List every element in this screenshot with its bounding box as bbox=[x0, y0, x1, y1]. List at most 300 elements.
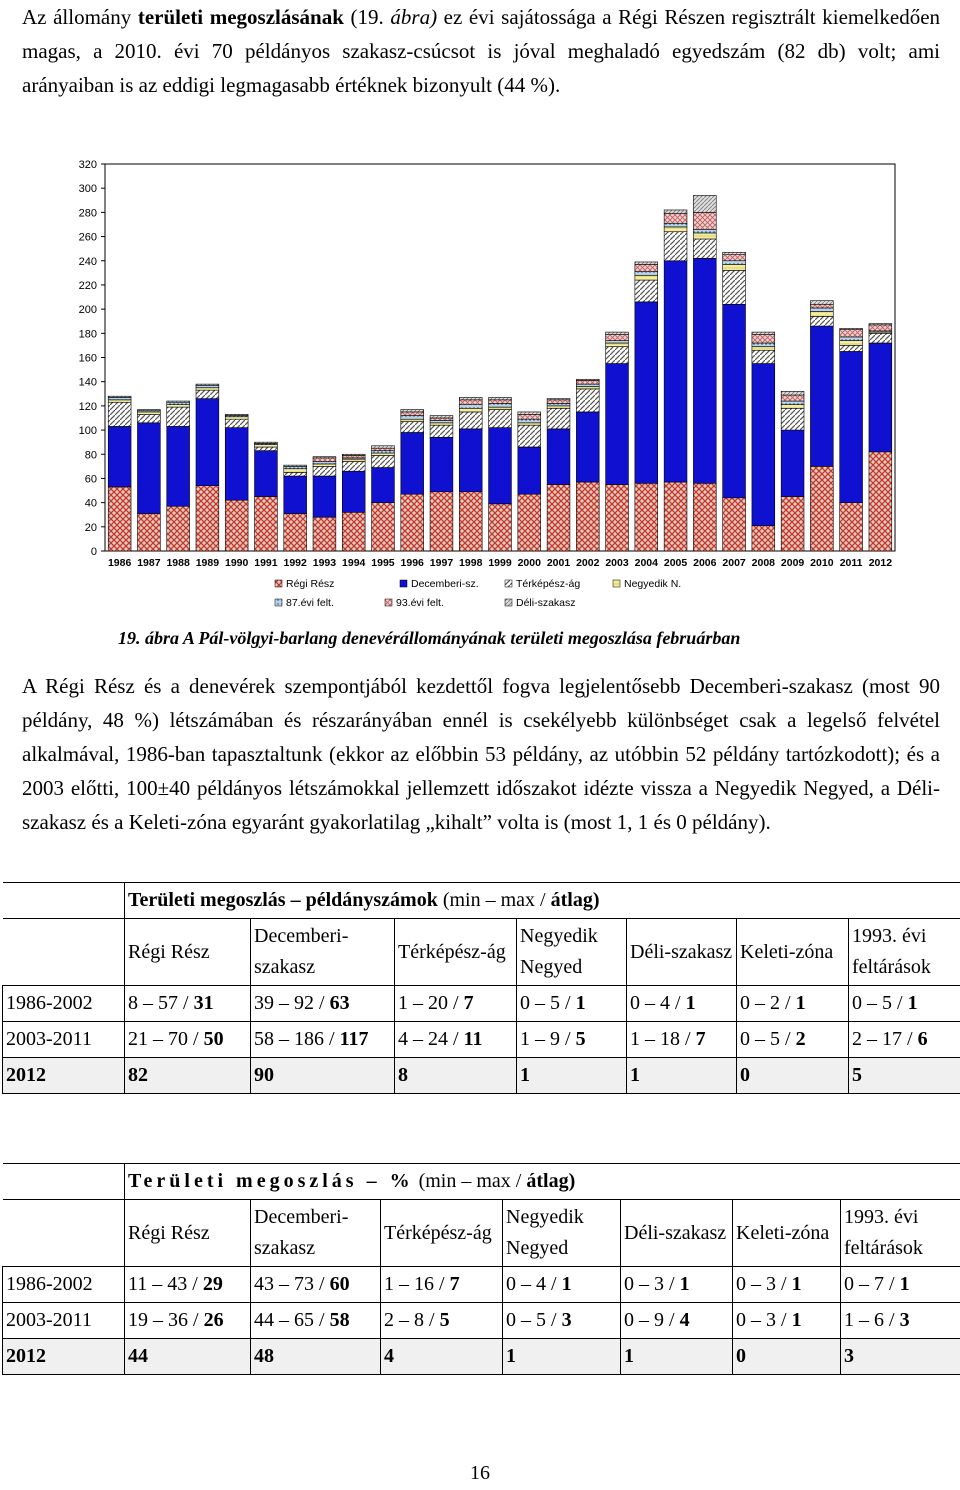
table2-cell-range: 0 – 3 / bbox=[736, 1273, 792, 1295]
chart-svg bbox=[60, 150, 910, 620]
x-tick-label: 1987 bbox=[137, 557, 161, 569]
bar-segment bbox=[810, 304, 833, 308]
table1-cell-mean: 7 bbox=[695, 1028, 706, 1050]
bar-segment bbox=[430, 492, 453, 551]
table1-cell-range: 0 – 5 / bbox=[520, 992, 576, 1014]
table2-header-cell: Negyedik Negyed bbox=[503, 1200, 621, 1267]
table2-cell: 44 bbox=[125, 1339, 251, 1375]
table2-cell-mean: 1 bbox=[791, 1273, 802, 1295]
x-tick-label: 2010 bbox=[810, 557, 834, 569]
table2-title-bold: Területi megoszlás – % bbox=[128, 1170, 414, 1192]
bar-segment bbox=[401, 416, 424, 420]
bar-segment bbox=[547, 403, 570, 405]
bar-segment bbox=[752, 350, 775, 363]
table2-cell-range: 19 – 36 / bbox=[128, 1309, 204, 1331]
bar-segment bbox=[430, 420, 453, 422]
x-tick-label: 1989 bbox=[195, 557, 220, 569]
body-paragraph: A Régi Rész és a denevérek szempontjából kezdettől fogva legjelentősebb Decemberi-szakasz (most 90 példány, 48 %) létszámában és részarányában ennél is csekélyebb különbséget csak a legelső felvétel alkalmával, 1986-ban tapasztaltunk (ekkor az előbbin 53 példány, az utóbbin 52 példány tartózkodott); és a 2003 előtti, 100±40 példányos létszámokkal jellemzett időszakot idézte vissza a Negyedik Negyed, a Déli-szakasz és a Keleti-zóna egyaránt gyakorlatilag „kihalt” volta is (most 1, 1 és 0 példány). bbox=[22, 674, 940, 834]
bar-segment bbox=[606, 335, 629, 341]
table2-header-cell: Decemberi-szakasz bbox=[251, 1200, 381, 1267]
table2-cell bbox=[503, 1303, 621, 1339]
bar-segment bbox=[869, 343, 892, 452]
table2-cell-range: 1 – 6 / bbox=[844, 1309, 900, 1331]
x-tick-label: 2009 bbox=[780, 557, 805, 569]
bar-segment bbox=[547, 408, 570, 429]
bar-segment bbox=[576, 379, 599, 380]
x-tick-label: 2001 bbox=[546, 557, 571, 569]
table1-title bbox=[125, 883, 960, 919]
bar-segment bbox=[576, 412, 599, 482]
table1-cell: 1 bbox=[627, 1058, 737, 1094]
bar-segment bbox=[342, 459, 365, 461]
bar-segment bbox=[401, 432, 424, 494]
table1-cell: 82 bbox=[125, 1058, 251, 1094]
y-tick-label: 280 bbox=[78, 207, 97, 220]
y-tick-label: 220 bbox=[78, 279, 97, 292]
bar-segment bbox=[430, 423, 453, 425]
table2-cell-range: 43 – 73 / bbox=[254, 1273, 330, 1295]
bar-segment bbox=[606, 364, 629, 485]
bar-segment bbox=[664, 261, 687, 482]
y-tick-label: 40 bbox=[84, 497, 97, 510]
table2-cell-range: 44 – 65 / bbox=[254, 1309, 330, 1331]
table1-header-cell: Decemberi-szakasz bbox=[251, 919, 395, 986]
x-tick-label: 1998 bbox=[459, 557, 483, 569]
chart-legend-group bbox=[275, 578, 681, 609]
table2-cell bbox=[841, 1303, 960, 1339]
x-tick-label: 2006 bbox=[693, 557, 717, 569]
table1-cell-mean: 5 bbox=[575, 1028, 586, 1050]
table1-cell: 0 bbox=[737, 1058, 849, 1094]
table1-cell-mean: 1 bbox=[685, 992, 696, 1014]
table2-cell bbox=[733, 1303, 841, 1339]
table1-title-minmax: min – max / bbox=[449, 889, 546, 911]
table1-row-label: 1986-2002 bbox=[3, 986, 125, 1022]
table2-cell-range: 11 – 43 / bbox=[128, 1273, 203, 1295]
bar-segment bbox=[459, 397, 482, 399]
table2-header-cell: Régi Rész bbox=[125, 1200, 251, 1267]
bar-segment bbox=[606, 484, 629, 551]
bar-segment bbox=[752, 364, 775, 526]
bar-segment bbox=[225, 419, 248, 427]
table2-cell-range: 0 – 3 / bbox=[624, 1273, 680, 1295]
bar-segment bbox=[108, 396, 131, 397]
bar-segment bbox=[723, 498, 746, 551]
table1-cell bbox=[395, 986, 517, 1022]
table1-cell-mean: 1 bbox=[907, 992, 918, 1014]
table2-cell-mean: 26 bbox=[203, 1309, 224, 1331]
table2-cell bbox=[381, 1303, 503, 1339]
bar-segment bbox=[723, 304, 746, 498]
bar-segment bbox=[693, 229, 716, 233]
bar-segment bbox=[137, 514, 160, 551]
bar-segment bbox=[401, 494, 424, 551]
bar-segment bbox=[430, 418, 453, 420]
bar-segment bbox=[196, 399, 219, 486]
bar-segment bbox=[869, 333, 892, 343]
y-tick-label: 260 bbox=[78, 231, 97, 244]
bar-segment bbox=[137, 412, 160, 414]
table1-title-open: ( bbox=[442, 889, 450, 911]
table2-title bbox=[125, 1164, 960, 1200]
bar-segment bbox=[810, 316, 833, 326]
table2-cell: 4 bbox=[381, 1339, 503, 1375]
table2-cell-range: 0 – 9 / bbox=[624, 1309, 680, 1331]
table2-row bbox=[3, 1303, 960, 1339]
bar-segment bbox=[723, 255, 746, 261]
bar-segment bbox=[342, 462, 365, 472]
table1-title-bold2: átlag) bbox=[550, 889, 600, 911]
bar-segment bbox=[781, 430, 804, 497]
table2-cell bbox=[251, 1267, 381, 1303]
bar-segment bbox=[430, 416, 453, 418]
legend-label: Decemberi-sz. bbox=[411, 578, 479, 590]
bar-segment bbox=[372, 448, 395, 450]
bar-segment bbox=[489, 407, 512, 409]
table2-header-cell: 1993. évi feltárások bbox=[841, 1200, 960, 1267]
table1-cell-range: 0 – 5 / bbox=[852, 992, 908, 1014]
bar-segment bbox=[635, 483, 658, 551]
bar-segment bbox=[372, 455, 395, 467]
legend-swatch bbox=[400, 580, 407, 587]
y-tick-label: 160 bbox=[78, 352, 97, 365]
bar-segment bbox=[723, 252, 746, 254]
page-number: 16 bbox=[470, 1462, 490, 1484]
table1-cell-mean: 1 bbox=[575, 992, 586, 1014]
x-tick-label: 1991 bbox=[254, 557, 278, 569]
bar-segment bbox=[693, 258, 716, 483]
table1-cell bbox=[849, 1022, 960, 1058]
table-counts bbox=[2, 882, 960, 1094]
y-tick-label: 100 bbox=[78, 425, 97, 438]
table1-row-label: 2003-2011 bbox=[3, 1022, 125, 1058]
table2-cell: 3 bbox=[841, 1339, 960, 1375]
table1-cell-mean: 6 bbox=[917, 1028, 928, 1050]
table2-cell-mean: 4 bbox=[679, 1309, 690, 1331]
bar-segment bbox=[693, 195, 716, 212]
bar-segment bbox=[196, 388, 219, 390]
bar-segment bbox=[810, 308, 833, 312]
bar-segment bbox=[693, 233, 716, 239]
table1-cell-range: 1 – 20 / bbox=[398, 992, 464, 1014]
table1-cell: 8 bbox=[395, 1058, 517, 1094]
bar-segment bbox=[752, 332, 775, 334]
bar-segment bbox=[810, 326, 833, 466]
bar-segment bbox=[342, 455, 365, 457]
x-tick-label: 1988 bbox=[166, 557, 190, 569]
bar-segment bbox=[781, 408, 804, 430]
table1-cell-mean: 7 bbox=[463, 992, 474, 1014]
x-tick-label: 2000 bbox=[517, 557, 541, 569]
table2-row-label: 2003-2011 bbox=[3, 1303, 125, 1339]
bar-segment bbox=[255, 447, 278, 451]
bar-segment bbox=[196, 390, 219, 398]
table2-cell-mean: 1 bbox=[561, 1273, 572, 1295]
bar-segment bbox=[723, 264, 746, 270]
bar-segment bbox=[810, 466, 833, 551]
bar-segment bbox=[752, 347, 775, 351]
table1-row bbox=[3, 986, 960, 1022]
bar-segment bbox=[430, 425, 453, 437]
table1-header-cell: Déli-szakasz bbox=[627, 919, 737, 986]
table1-cell-range: 4 – 24 / bbox=[398, 1028, 464, 1050]
table2-title-minmax: min – max / bbox=[425, 1170, 522, 1192]
table1-cell bbox=[125, 986, 251, 1022]
bar-segment bbox=[313, 476, 336, 517]
bar-segment bbox=[635, 264, 658, 271]
x-tick-label: 1996 bbox=[400, 557, 424, 569]
intro-paragraph bbox=[22, 0, 940, 102]
intro-bold: területi megoszlásának bbox=[137, 5, 344, 29]
table1-cell-range: 1 – 18 / bbox=[630, 1028, 696, 1050]
bar-segment bbox=[108, 426, 131, 486]
legend-label: Negyedik N. bbox=[624, 578, 682, 590]
bar-segment bbox=[255, 445, 278, 447]
bar-segment bbox=[723, 261, 746, 265]
bar-segment bbox=[284, 465, 307, 466]
x-tick-label: 1999 bbox=[488, 557, 512, 569]
x-tick-label: 2011 bbox=[839, 557, 863, 569]
table1-cell-mean: 11 bbox=[463, 1028, 483, 1050]
bar-segment bbox=[225, 428, 248, 501]
table1-cell bbox=[517, 1022, 627, 1058]
bar-segment bbox=[547, 406, 570, 408]
bar-segment bbox=[518, 494, 541, 551]
table2-cell-mean: 3 bbox=[561, 1309, 572, 1331]
table1-header-cell: Térképész-ág bbox=[395, 919, 517, 986]
bar-segment bbox=[840, 330, 863, 337]
bar-segment bbox=[635, 272, 658, 276]
bar-segment bbox=[401, 422, 424, 433]
bar-segment bbox=[313, 462, 336, 464]
intro-italic: ábra) bbox=[390, 5, 438, 29]
bar-segment bbox=[576, 482, 599, 551]
bar-segment bbox=[489, 400, 512, 404]
table2-cell-range: 0 – 3 / bbox=[736, 1309, 792, 1331]
x-tick-label: 1986 bbox=[107, 557, 132, 569]
y-tick-label: 140 bbox=[78, 376, 97, 389]
table1-corner bbox=[3, 919, 125, 986]
table2-cell bbox=[621, 1303, 733, 1339]
bar-segment bbox=[459, 405, 482, 409]
bar-segment bbox=[518, 423, 541, 425]
table2-header-cell: Déli-szakasz bbox=[621, 1200, 733, 1267]
legend-swatch bbox=[613, 580, 620, 587]
y-tick-label: 300 bbox=[78, 183, 97, 196]
table2-header-cell: Térképész-ág bbox=[381, 1200, 503, 1267]
bar-segment bbox=[489, 403, 512, 407]
x-tick-label: 1990 bbox=[224, 557, 249, 569]
table1-cell-range: 0 – 2 / bbox=[740, 992, 796, 1014]
bar-segment bbox=[372, 451, 395, 453]
bar-segment bbox=[840, 328, 863, 329]
table1-row bbox=[3, 1022, 960, 1058]
legend-swatch bbox=[275, 599, 282, 606]
bar-segment bbox=[459, 408, 482, 412]
bar-segment bbox=[752, 526, 775, 551]
bar-segment bbox=[196, 384, 219, 385]
table2-cell-mean: 1 bbox=[791, 1309, 802, 1331]
x-tick-label: 2002 bbox=[576, 557, 600, 569]
table2-cell: 48 bbox=[251, 1339, 381, 1375]
bar-segment bbox=[459, 400, 482, 405]
bar-segment bbox=[313, 458, 336, 462]
legend-label: 93.évi felt. bbox=[396, 597, 444, 609]
table2-cell-range: 1 – 16 / bbox=[384, 1273, 450, 1295]
table2-cell: 1 bbox=[503, 1339, 621, 1375]
intro-pre: Az állomány bbox=[22, 5, 132, 29]
bar-segment bbox=[137, 414, 160, 422]
table1-cell-mean: 117 bbox=[339, 1028, 369, 1050]
bar-segment bbox=[518, 419, 541, 423]
table2-cell: 1 bbox=[621, 1339, 733, 1375]
bar-segment bbox=[693, 239, 716, 258]
legend-swatch bbox=[275, 580, 282, 587]
table1-cell-range: 21 – 70 / bbox=[128, 1028, 204, 1050]
x-tick-label: 2007 bbox=[722, 557, 746, 569]
bar-segment bbox=[664, 232, 687, 261]
legend-swatch bbox=[385, 599, 392, 606]
intro-rest: ez évi sajátossága a Régi Részen regisztrált kiemelkedően magas, a 2010. évi 70 példányos szakasz-csúcsot is jóval meghaladó egyedszám (82 db) volt; ami arányaiban is az eddigi legmagasabb értéknek bizonyult (44 %). bbox=[22, 5, 941, 97]
table1-cell bbox=[849, 986, 960, 1022]
y-tick-label: 320 bbox=[78, 159, 97, 171]
bar-segment bbox=[664, 210, 687, 214]
bar-segment bbox=[459, 492, 482, 551]
bar-segment bbox=[576, 387, 599, 389]
bar-segment bbox=[635, 262, 658, 264]
table2-cell bbox=[251, 1303, 381, 1339]
bar-segment bbox=[459, 412, 482, 429]
bar-segment bbox=[752, 343, 775, 347]
bar-segment bbox=[518, 447, 541, 494]
bar-segment bbox=[752, 335, 775, 343]
bar-segment bbox=[489, 410, 512, 428]
table1-cell bbox=[251, 986, 395, 1022]
bar-segment bbox=[108, 397, 131, 399]
bar-segment bbox=[372, 468, 395, 503]
table2-cell-mean: 1 bbox=[899, 1273, 910, 1295]
table1-header-cell: Régi Rész bbox=[125, 919, 251, 986]
chart-xlabels-group bbox=[108, 557, 892, 569]
bar-segment bbox=[576, 380, 599, 384]
table1-cell-range: 8 – 57 / bbox=[128, 992, 194, 1014]
x-tick-label: 1992 bbox=[283, 557, 307, 569]
table2-row bbox=[3, 1267, 960, 1303]
x-tick-label: 1994 bbox=[342, 557, 366, 569]
bar-segment bbox=[401, 412, 424, 416]
bar-segment bbox=[664, 223, 687, 227]
table2-title-bold2: átlag) bbox=[526, 1170, 576, 1192]
intro-mid: (19. bbox=[350, 5, 384, 29]
bar-segment bbox=[284, 514, 307, 551]
table1-cell-mean: 50 bbox=[203, 1028, 224, 1050]
table1-header-row bbox=[3, 919, 960, 986]
table1-cell: 1 bbox=[517, 1058, 627, 1094]
table2-cell-range: 0 – 4 / bbox=[506, 1273, 562, 1295]
table1-cell bbox=[125, 1022, 251, 1058]
bar-segment bbox=[869, 324, 892, 325]
table2-cell bbox=[841, 1267, 960, 1303]
bar-segment bbox=[313, 466, 336, 476]
x-tick-label: 1995 bbox=[371, 557, 395, 569]
x-tick-label: 2012 bbox=[868, 557, 893, 569]
bar-segment bbox=[372, 446, 395, 448]
bar-segment bbox=[284, 476, 307, 513]
table2-cell bbox=[733, 1267, 841, 1303]
bar-segment bbox=[401, 419, 424, 421]
bar-segment bbox=[840, 351, 863, 502]
table2-cell-range: 0 – 5 / bbox=[506, 1309, 562, 1331]
bar-segment bbox=[840, 341, 863, 346]
bar-segment bbox=[781, 391, 804, 395]
bar-segment bbox=[869, 452, 892, 551]
bar-segment bbox=[342, 471, 365, 512]
bar-segment bbox=[576, 384, 599, 386]
bar-segment bbox=[693, 212, 716, 229]
bar-segment bbox=[781, 395, 804, 401]
bar-segment bbox=[606, 343, 629, 347]
bar-segment bbox=[840, 345, 863, 351]
bar-segment bbox=[342, 512, 365, 551]
bar-segment bbox=[167, 426, 190, 506]
bar-segment bbox=[313, 517, 336, 551]
table2-cell-mean: 1 bbox=[679, 1273, 690, 1295]
bar-segment bbox=[518, 412, 541, 414]
table2-row-label: 1986-2002 bbox=[3, 1267, 125, 1303]
bar-segment bbox=[108, 400, 131, 402]
bar-segment bbox=[547, 429, 570, 485]
table1-cell-mean: 1 bbox=[795, 992, 806, 1014]
y-tick-label: 180 bbox=[78, 328, 97, 341]
table1-cell bbox=[737, 986, 849, 1022]
table2-corner bbox=[3, 1200, 125, 1267]
bar-segment bbox=[255, 497, 278, 551]
bar-segment bbox=[635, 302, 658, 483]
bar-segment bbox=[284, 472, 307, 476]
bar-segment bbox=[372, 453, 395, 455]
table2-cell bbox=[125, 1267, 251, 1303]
table1-cell bbox=[737, 1022, 849, 1058]
table2-cell-range: 0 – 7 / bbox=[844, 1273, 900, 1295]
bar-segment bbox=[840, 503, 863, 551]
table1-cell-mean: 63 bbox=[329, 992, 350, 1014]
bar-segment bbox=[664, 214, 687, 224]
table1-row-label: 2012 bbox=[3, 1058, 125, 1094]
bar-segment bbox=[313, 457, 336, 458]
table2-title-open: ( bbox=[418, 1170, 426, 1192]
table1-cell-mean: 31 bbox=[193, 992, 214, 1014]
bar-segment bbox=[372, 503, 395, 551]
bar-segment bbox=[781, 497, 804, 551]
table2-header-row bbox=[3, 1200, 960, 1267]
bar-segment bbox=[840, 337, 863, 341]
bar-segment bbox=[284, 466, 307, 468]
legend-swatch bbox=[505, 580, 512, 587]
bar-segment bbox=[810, 312, 833, 317]
bar-segment bbox=[547, 484, 570, 551]
table2-cell-mean: 29 bbox=[202, 1273, 223, 1295]
table2-row bbox=[3, 1339, 960, 1375]
bar-segment bbox=[459, 429, 482, 492]
bar-segment bbox=[723, 270, 746, 304]
bar-segment bbox=[810, 301, 833, 305]
x-tick-label: 2005 bbox=[663, 557, 688, 569]
table1-header-cell: Negyedik Negyed bbox=[517, 919, 627, 986]
bar-segment bbox=[255, 451, 278, 497]
table1-title-bold: Területi megoszlás – példányszámok bbox=[128, 889, 438, 911]
bar-segment bbox=[518, 425, 541, 447]
x-tick-label: 1997 bbox=[429, 557, 454, 569]
